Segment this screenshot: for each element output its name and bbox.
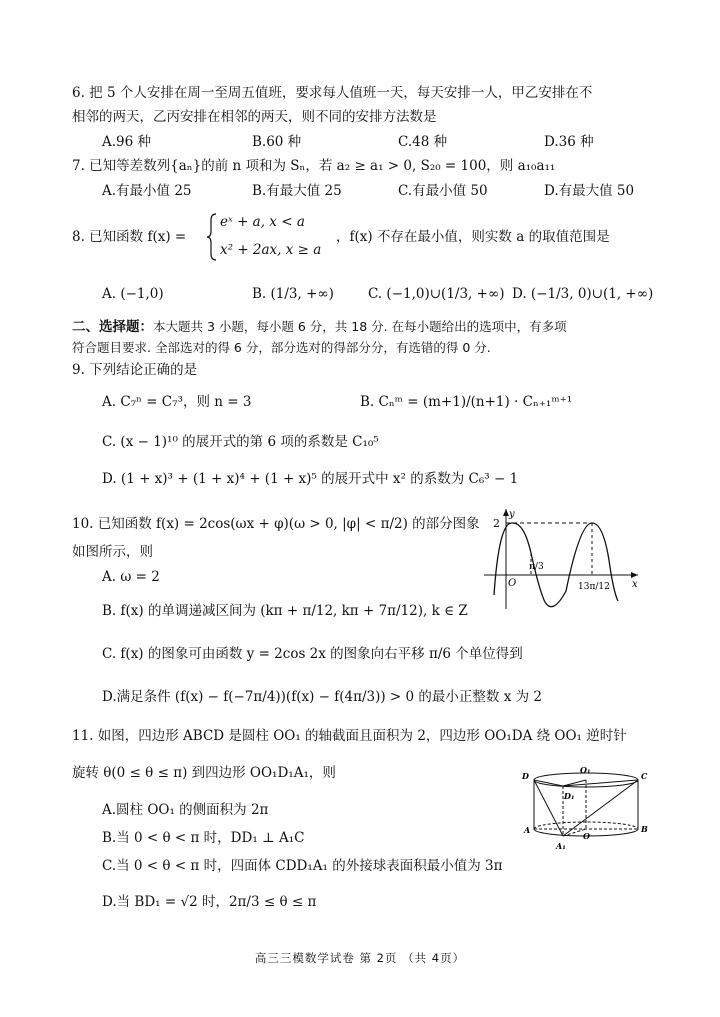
q9-option-a: A. C₇ⁿ = C₇³，则 n = 3	[102, 394, 252, 410]
q7-option-b: B.有最大值 25	[252, 183, 342, 199]
q8-piece2: x² + 2ax, x ≥ a	[220, 242, 322, 258]
q11-option-c: C.当 0 < θ < π 时，四面体 CDD₁A₁ 的外接球表面积最小值为 3π	[102, 858, 503, 874]
q11-cylinder-figure	[520, 763, 652, 863]
a1-c-line	[563, 780, 638, 836]
label-A1: A₁	[556, 841, 566, 851]
tick2-label: 13π/12	[578, 582, 610, 592]
q10-option-c: C. f(x) 的图象可由函数 y = 2cos 2x 的图象向右平移 π/6 个单位得到	[102, 646, 523, 662]
label-D1: D₁	[564, 791, 575, 801]
label-O1: O₁	[580, 765, 591, 775]
q9-option-c: C. (x − 1)¹⁰ 的展开式的第 6 项的系数是 C₁₀⁵	[102, 434, 379, 450]
q9-stem: 9. 下列结论正确的是	[72, 362, 198, 378]
q10-option-d: D.满足条件 (f(x) − f(−7π/4))(f(x) − f(4π/3)) > 0 的最小正整数 x 为 2	[102, 689, 542, 705]
q8-piece1: eˣ + a, x < a	[220, 214, 305, 230]
x-axis-arrow-icon	[631, 572, 638, 578]
q9-option-d: D. (1 + x)³ + (1 + x)⁴ + (1 + x)⁵ 的展开式中 x² 的系数为 C₆³ − 1	[102, 471, 519, 487]
q11-option-a: A.圆柱 OO₁ 的侧面积为 2π	[102, 802, 269, 818]
q6-option-b: B.60 种	[252, 134, 302, 150]
q7-option-c: C.有最小值 50	[398, 183, 488, 199]
q8-option-c: C. (−1,0)∪(1/3, +∞)	[368, 286, 505, 302]
section2-note-line2: 符合题目要求. 全部选对的得 6 分，部分选对的得部分分，有选错的得 0 分.	[72, 340, 491, 355]
q8-option-d: D. (−1/3, 0)∪(1, +∞)	[512, 286, 654, 302]
tick1-label: π/3	[529, 562, 544, 572]
q6-stem-line2: 相邻的两天，乙丙安排在相邻的两天，则不同的安排方法数是	[72, 109, 437, 125]
y-label: y	[509, 509, 515, 520]
x-label: x	[632, 579, 638, 590]
q6-option-c: C.48 种	[398, 134, 448, 150]
page-footer: 高三三模数学试卷 第 2页 （共 4页）	[254, 951, 466, 965]
q7-option-a: A.有最小值 25	[102, 183, 192, 199]
section2-note-line1: 本大题共 3 小题，每小题 6 分，共 18 分. 在每小题给出的选项中，有多项	[153, 319, 567, 334]
q8-tail: ，f(x) 不存在最小值，则实数 a 的取值范围是	[336, 229, 610, 245]
q8-brace	[206, 212, 218, 262]
q11-stem-line1: 11. 如图，四边形 ABCD 是圆柱 OO₁ 的轴截面且面积为 2，四边形 OO₁DA 绕 OO₁ 逆时针	[72, 728, 627, 744]
q10-stem-line1: 10. 已知函数 f(x) = 2cos(ωx + φ)(ω > 0, |φ| < π/2) 的部分图象	[72, 516, 480, 532]
origin-label: O	[508, 578, 517, 589]
q6-option-d: D.36 种	[544, 134, 594, 150]
q10-cosine-graph	[478, 505, 646, 611]
label-D: D	[522, 771, 529, 781]
label-O: O	[583, 831, 590, 841]
q6-option-a: A.96 种	[102, 134, 152, 150]
q10-option-a: A. ω = 2	[102, 569, 160, 585]
q8-option-a: A. (−1,0)	[102, 286, 164, 302]
q11-stem-line2: 旋转 θ(0 ≤ θ ≤ π) 到四边形 OO₁D₁A₁，则	[72, 765, 336, 781]
q11-option-b: B.当 0 < θ < π 时，DD₁ ⊥ A₁C	[102, 830, 305, 846]
section2-heading: 二、选择题：	[72, 319, 153, 335]
section2-header	[72, 318, 567, 336]
q11-option-d: D.当 BD₁ = √2 时，2π/3 ≤ θ ≤ π	[102, 894, 317, 910]
q9-option-b: B. Cₙᵐ = (m+1)/(n+1) · Cₙ₊₁ᵐ⁺¹	[360, 394, 573, 410]
d-a1-line	[534, 780, 563, 836]
label-B: B	[641, 824, 648, 834]
max-label: 2	[493, 517, 500, 530]
q10-stem-line2: 如图所示，则	[72, 544, 153, 560]
label-C: C	[641, 771, 648, 781]
q10-option-b: B. f(x) 的单调递减区间为 (kπ + π/12, kπ + 7π/12), k ∈ Z	[102, 603, 468, 619]
q8-option-b: B. (1/3, +∞)	[252, 286, 334, 302]
cosine-curve	[494, 523, 618, 607]
q6-stem-line1: 6. 把 5 个人安排在周一至周五值班，要求每人值班一天，每天安排一人，甲乙安排在不	[72, 85, 593, 101]
q7-option-d: D.有最大值 50	[544, 183, 635, 199]
q7-stem: 7. 已知等差数列{aₙ}的前 n 项和为 Sₙ，若 a₂ ≥ a₁ > 0, S₂₀ = 100，则 a₁₀a₁₁	[72, 158, 556, 174]
q8-lead: 8. 已知函数 f(x) =	[72, 229, 187, 245]
label-A: A	[524, 825, 531, 835]
